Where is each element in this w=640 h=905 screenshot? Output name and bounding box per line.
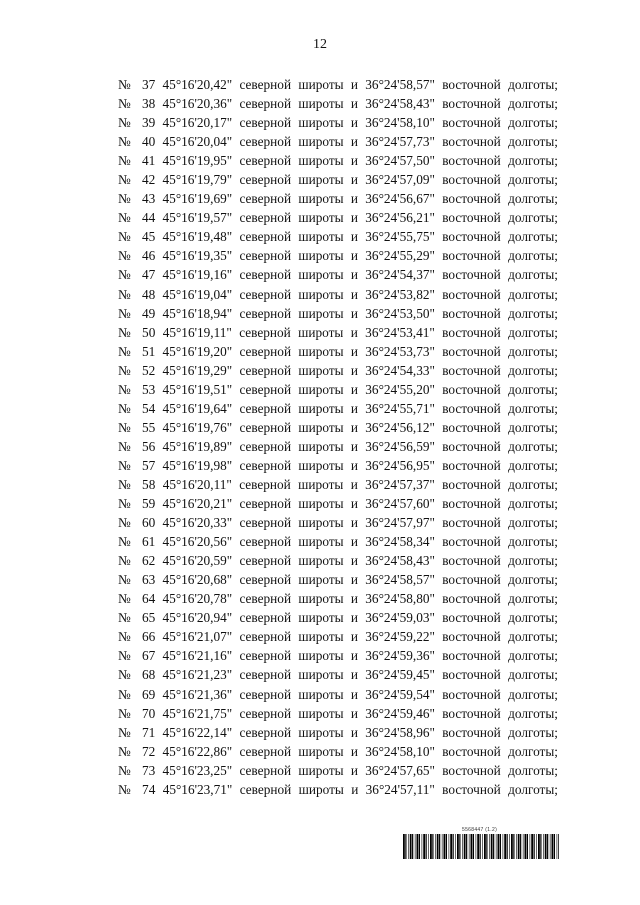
coordinate-line: № 66 45°16'21,07" северной широты и 36°24'59,22" восточной долготы; [118,629,558,645]
coordinate-line: № 49 45°16'18,94" северной широты и 36°24'53,50" восточной долготы; [118,305,558,321]
coordinate-line: № 69 45°16'21,36" северной широты и 36°24'59,54" восточной долготы; [118,686,558,702]
coordinate-line: № 40 45°16'20,04" северной широты и 36°24'57,73" восточной долготы; [118,134,558,150]
coordinate-line: № 59 45°16'20,21" северной широты и 36°24'57,60" восточной долготы; [118,496,558,512]
coordinate-line: № 52 45°16'19,29" северной широты и 36°24'54,33" восточной долготы; [118,362,558,378]
coordinate-line: № 53 45°16'19,51" северной широты и 36°24'55,20" восточной долготы; [118,381,558,397]
coordinate-line: № 54 45°16'19,64" северной широты и 36°24'55,71" восточной долготы; [118,400,558,416]
coordinate-line: № 50 45°16'19,11" северной широты и 36°24'53,41" восточной долготы; [118,324,558,340]
page-number: 12 [313,37,327,52]
coordinate-line: № 55 45°16'19,76" северной широты и 36°24'56,12" восточной долготы; [118,419,558,435]
coordinate-line: № 44 45°16'19,57" северной широты и 36°24'56,21" восточной долготы; [118,210,558,226]
coordinate-line: № 39 45°16'20,17" северной широты и 36°24'58,10" восточной долготы; [118,115,558,131]
coordinate-line: № 42 45°16'19,79" северной широты и 36°24'57,09" восточной долготы; [118,172,558,188]
coordinate-line: № 68 45°16'21,23" северной широты и 36°24'59,45" восточной долготы; [118,667,558,683]
coordinate-line: № 73 45°16'23,25" северной широты и 36°24'57,65" восточной долготы; [118,762,558,778]
coordinate-list [118,75,558,799]
coordinate-line: № 41 45°16'19,95" северной широты и 36°24'57,50" восточной долготы; [118,153,558,169]
coordinate-line: № 45 45°16'19,48" северной широты и 36°24'55,75" восточной долготы; [118,229,558,245]
coordinate-line: № 61 45°16'20,56" северной широты и 36°24'58,34" восточной долготы; [118,534,558,550]
coordinate-line: № 60 45°16'20,33" северной широты и 36°24'57,97" восточной долготы; [118,515,558,531]
coordinate-line: № 37 45°16'20,42" северной широты и 36°24'58,57" восточной долготы; [118,77,558,92]
coordinate-line: № 71 45°16'22,14" северной широты и 36°24'58,96" восточной долготы; [118,724,558,740]
coordinate-line: № 56 45°16'19,89" северной широты и 36°24'56,59" восточной долготы; [118,438,558,454]
document-code: 5568447 (1.2) [462,827,498,833]
coordinate-line: № 58 45°16'20,11" северной широты и 36°24'57,37" восточной долготы; [118,476,558,492]
coordinate-line: № 57 45°16'19,98" северной широты и 36°24'56,95" восточной долготы; [118,457,558,473]
coordinate-line: № 67 45°16'21,16" северной широты и 36°24'59,36" восточной долготы; [118,648,558,664]
coordinate-line: № 47 45°16'19,16" северной широты и 36°24'54,37" восточной долготы; [118,267,558,283]
barcode-image [403,834,559,859]
coordinate-line: № 48 45°16'19,04" северной широты и 36°24'53,82" восточной долготы; [118,286,558,302]
coordinate-line: № 64 45°16'20,78" северной широты и 36°24'58,80" восточной долготы; [118,591,558,607]
coordinate-line: № 63 45°16'20,68" северной широты и 36°24'58,57" восточной долготы; [118,572,558,588]
coordinate-line: № 65 45°16'20,94" северной широты и 36°24'59,03" восточной долготы; [118,610,558,626]
coordinate-line: № 72 45°16'22,86" северной широты и 36°24'58,10" восточной долготы; [118,743,558,759]
coordinate-line: № 74 45°16'23,71" северной широты и 36°24'57,11" восточной долготы; [118,781,558,797]
coordinate-line: № 70 45°16'21,75" северной широты и 36°24'59,46" восточной долготы; [118,705,558,721]
coordinate-line: № 38 45°16'20,36" северной широты и 36°24'58,43" восточной долготы; [118,96,558,112]
coordinate-line: № 46 45°16'19,35" северной широты и 36°24'55,29" восточной долготы; [118,248,558,264]
coordinate-line: № 43 45°16'19,69" северной широты и 36°24'56,67" восточной долготы; [118,191,558,207]
coordinate-line: № 62 45°16'20,59" северной широты и 36°24'58,43" восточной долготы; [118,553,558,569]
coordinate-line: № 51 45°16'19,20" северной широты и 36°24'53,73" восточной долготы; [118,343,558,359]
